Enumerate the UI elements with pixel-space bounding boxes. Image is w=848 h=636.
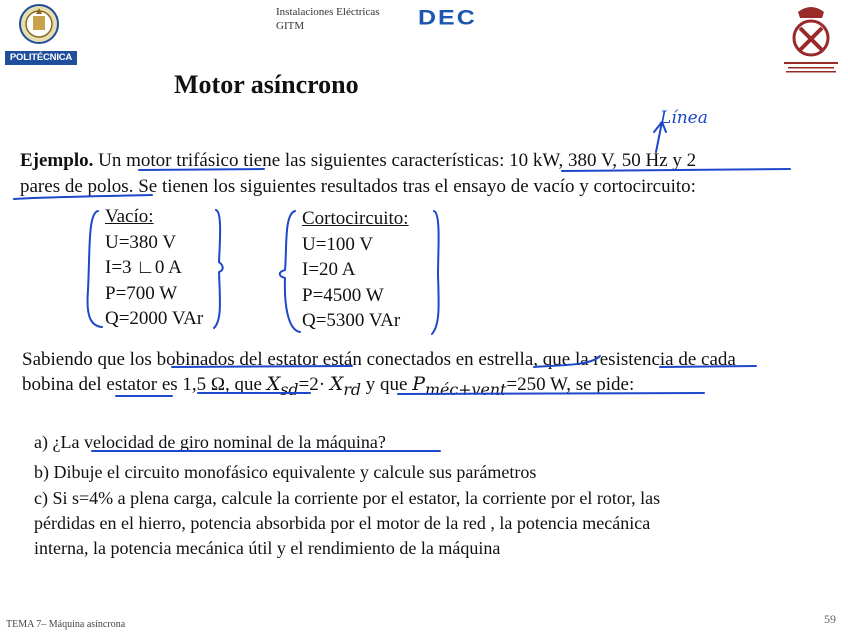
question-b: b) Dibuje el circuito monofásico equivalente y calcule sus parámetros bbox=[34, 462, 537, 482]
statement-line-1: Sabiendo que los bobinados del estator están conectados en estrella, que la resistencia de cada bbox=[22, 349, 736, 370]
handwritten-note: Línea bbox=[660, 108, 708, 128]
vacio-u: U=380 V bbox=[105, 231, 177, 253]
problem-text-1: Un motor trifásico tiene las siguientes características: 10 kW, 380 V, 50 Hz y 2 bbox=[93, 150, 697, 171]
cc-heading: Cortocircuito: bbox=[302, 208, 409, 229]
question-c-line-2: pérdidas en el hierro, potencia absorbida por el motor de la red , la potencia mecánica bbox=[34, 513, 651, 533]
cc-q: Q=5300 VAr bbox=[302, 310, 401, 331]
cc-i: I=20 A bbox=[302, 259, 356, 280]
page-number: 59 bbox=[824, 612, 836, 626]
problem-lead: Ejemplo. bbox=[20, 150, 94, 171]
question-c-line-1: c) Si s=4% a plena carga, calcule la corriente por el estator, la corriente por el rotor, las bbox=[34, 488, 661, 508]
problem-line-2: pares de polos. Se tienen los siguientes resultados tras el ensayo de vacío y cortocircuito: bbox=[20, 176, 696, 197]
question-c-line-3: interna, la potencia mecánica útil y el rendimiento de la máquina bbox=[34, 538, 501, 558]
question-a: a) ¿La velocidad de giro nominal de la máquina? bbox=[34, 432, 386, 452]
program-name: GITM bbox=[276, 20, 305, 32]
statement-line-2: bobina del estator es 1,5 Ω, que $X_{sd}=2\cdot X_{rd}$ y que $P_{méc+vent}=250$ W, se pide: bbox=[22, 373, 635, 399]
vacio-heading: Vacío: bbox=[105, 206, 154, 227]
dept-logo: DEC bbox=[418, 6, 477, 30]
course-name: Instalaciones Eléctricas bbox=[276, 6, 380, 18]
cc-u: U=100 V bbox=[302, 233, 374, 255]
cc-p: P=4500 W bbox=[302, 284, 384, 306]
slide-title: Motor asíncrono bbox=[174, 70, 359, 99]
footer-topic: TEMA 7– Máquina asíncrona bbox=[6, 619, 126, 630]
vacio-p: P=700 W bbox=[105, 282, 178, 304]
vacio-i: I=3 ∟0 A bbox=[105, 257, 182, 278]
university-label: POLITÉCNICA bbox=[5, 51, 77, 65]
vacio-q: Q=2000 VAr bbox=[105, 308, 204, 329]
